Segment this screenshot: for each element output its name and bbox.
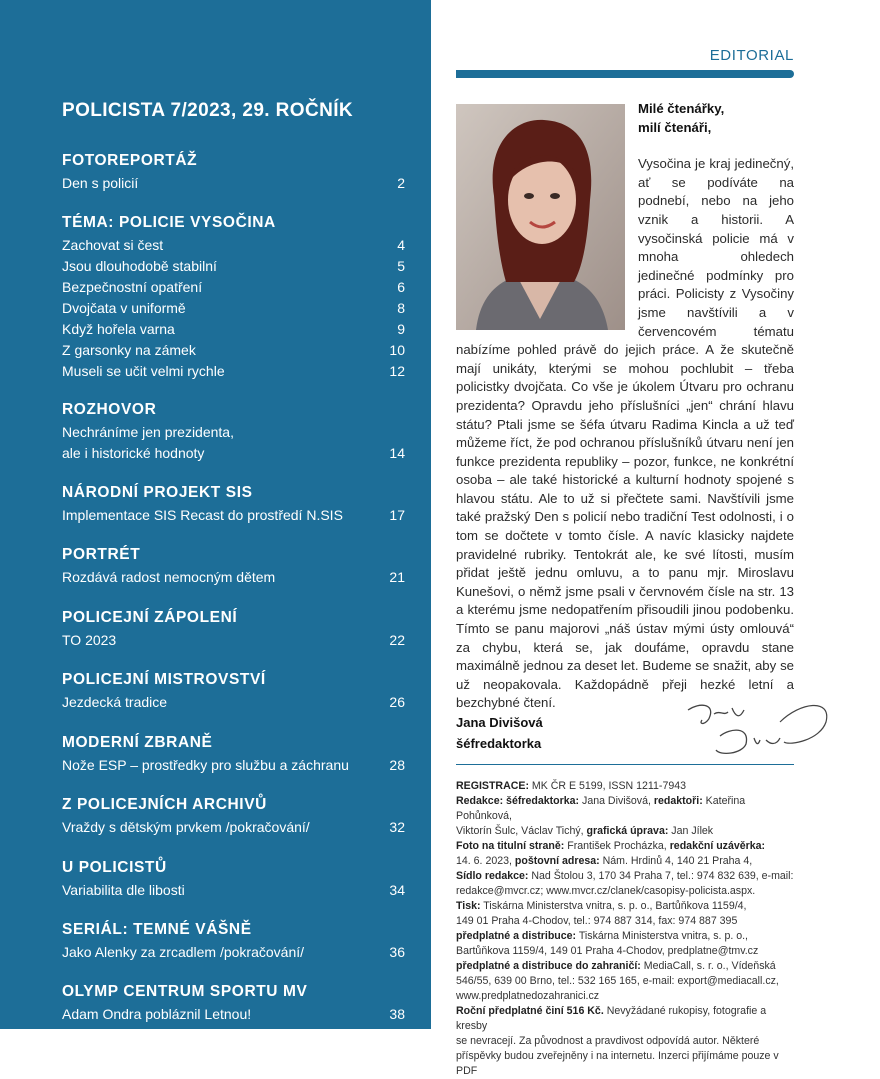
toc-entry[interactable] <box>62 256 405 277</box>
editorial-label: EDITORIAL <box>709 47 794 64</box>
toc-entry[interactable] <box>62 1004 405 1025</box>
toc-section-tema <box>62 213 405 382</box>
entry-title: TO 2023 <box>62 632 117 648</box>
entry-title: Nechráníme jen prezidenta, <box>62 424 234 440</box>
section-heading: U POLICISTŮ <box>62 859 167 876</box>
entry-title: Bezpečnostní opatření <box>62 279 203 295</box>
toc-entry[interactable] <box>62 173 405 194</box>
toc-section-rozhovor <box>62 400 405 464</box>
toc-section-moderni-zbrane <box>62 733 405 776</box>
page-number: 38 <box>389 1006 405 1022</box>
toc-entry[interactable] <box>62 235 405 256</box>
page-number: 28 <box>389 757 405 773</box>
page-number: 8 <box>397 300 405 316</box>
toc-entry[interactable] <box>62 319 405 340</box>
toc-entry[interactable] <box>62 361 405 382</box>
section-heading: FOTOREPORTÁŽ <box>62 152 198 169</box>
section-heading: PORTRÉT <box>62 546 141 563</box>
entry-title: Jako Alenky za zrcadlem /pokračování/ <box>62 944 305 960</box>
toc-section-portret <box>62 545 405 588</box>
entry-title: Vraždy s dětským prvkem /pokračování/ <box>62 819 310 835</box>
section-heading: OLYMP CENTRUM SPORTU MV <box>62 983 308 1000</box>
toc-section-olymp <box>62 982 405 1025</box>
page-number: 34 <box>389 882 405 898</box>
entry-title: Když hořela varna <box>62 321 175 337</box>
page-number: 12 <box>389 363 405 379</box>
toc-section-policejni-mistrovstvi <box>62 670 405 713</box>
section-heading: Z POLICEJNÍCH ARCHIVŮ <box>62 796 267 813</box>
signature-text: Jana Div <box>680 692 684 693</box>
page-number: 6 <box>397 279 405 295</box>
page-number: 36 <box>389 944 405 960</box>
entry-title: Den s policií <box>62 175 139 191</box>
editorial-article <box>456 100 794 713</box>
author-name: Jana Divišová <box>456 715 543 730</box>
issue-title: POLICISTA 7/2023, 29. ROČNÍK <box>62 100 354 121</box>
photo-float-spacer <box>456 100 625 332</box>
toc-entry[interactable] <box>62 340 405 361</box>
page-number: 9 <box>397 321 405 337</box>
toc-entry[interactable] <box>62 692 405 713</box>
section-heading: MODERNÍ ZBRANĚ <box>62 734 213 751</box>
page-number: 4 <box>397 237 405 253</box>
toc-entry[interactable] <box>62 755 405 776</box>
entry-title: Jsou dlouhodobě stabilní <box>62 258 217 274</box>
entry-title: Rozdává radost nemocným dětem <box>62 569 276 585</box>
imprint-divider <box>456 764 794 765</box>
toc-entry[interactable] <box>62 298 405 319</box>
editorial-header-bar <box>456 70 794 78</box>
greeting-line-1: Milé čtenářky, <box>638 101 725 116</box>
toc-section-fotoreportaz <box>62 151 405 194</box>
toc-entry[interactable] <box>62 942 405 963</box>
author-role: šéfredaktorka <box>456 736 542 751</box>
toc-entry[interactable] <box>62 422 405 464</box>
toc-entry[interactable] <box>62 505 405 526</box>
toc-entry[interactable] <box>62 817 405 838</box>
section-heading: TÉMA: POLICIE VYSOČINA <box>62 214 276 231</box>
page-number: 5 <box>397 258 405 274</box>
section-heading: ROZHOVOR <box>62 401 157 418</box>
toc-entry[interactable] <box>62 880 405 901</box>
page-number: 17 <box>389 507 405 523</box>
toc-section-narodni-projekt-sis <box>62 483 405 526</box>
page-number: 14 <box>389 445 405 461</box>
section-heading: POLICEJNÍ ZÁPOLENÍ <box>62 609 238 626</box>
page-number: 2 <box>397 175 405 191</box>
toc-entry[interactable] <box>62 567 405 588</box>
entry-title: Dvojčata v uniformě <box>62 300 186 316</box>
handwritten-signature <box>680 692 832 767</box>
section-heading: NÁRODNÍ PROJEKT SIS <box>62 484 253 501</box>
page-number: 26 <box>389 694 405 710</box>
toc-section-z-policejnich-archivu <box>62 795 405 838</box>
section-heading: POLICEJNÍ MISTROVSTVÍ <box>62 671 266 688</box>
toc-section-u-policistu <box>62 858 405 901</box>
greeting-line-2: milí čtenáři, <box>638 119 712 135</box>
page-number: 10 <box>389 342 405 358</box>
entry-title: Museli se učit velmi rychle <box>62 363 225 379</box>
imprint: REGISTRACE: MK ČR E 5199, ISSN 1211-7943 Redakce: šéfredaktorka: Jana Divišová, redaktoři: Kateřina Pohůnková, Viktorín Šulc, Václav Tichý, grafická úprava: Jan Jílek Foto na titulní straně: František Procházka, redakční uzávěrka: 14. 6. 2023, poštovní adresa: Nám. Hrdinů 4, 140 21 Praha 4, Sídlo redakce: Nad Štolou 3, 170 34 Praha 7, tel.: 974 832 639, e-mail: redakce@mvcr.cz; www.mvcr.cz/clanek/casopisy-policista.aspx. Tisk: Tiskárna Ministerstva vnitra, s. p. o., Bartůňkova 1159/4, 149 01 Praha 4-Chodov, tel.: 974 887 314, fax: 974 887 395 předplatné a distribuce: Tiskárna Ministerstva vnitra, s. p. o., Bartůňkova 1159/4, 149 01 Praha 4-Chodov, predplatne@tmv.cz předplatné a distribuce do zahraničí: MediaCall, s. r. o., Vídeňská 546/55, 639 00 Brno, tel.: 532 165 165, e-mail: export@mediacall.cz, www.predplatnedozahranici.cz Roční předplatné činí 516 Kč. Nevyžádané rukopisy, fotografie a kresby se nevracejí. Za původnost a pravdivost odpovídá autor. Některé příspěvky budou zveřejněny i na internetu. Inzerci přijímáme pouze v PDF <box>456 780 794 1077</box>
entry-title: Zachovat si čest <box>62 237 164 253</box>
entry-title-line2: ale i historické hodnoty <box>62 445 205 461</box>
entry-title: Jezdecká tradice <box>62 694 168 710</box>
entry-title: Variabilita dle libosti <box>62 882 185 898</box>
editorial-body: Vysočina je kraj jedinečný, ať se podíváte na podnebí, nebo na jeho vznik a historii. A vysočinská policie má v mnoha ohledech jedinečné podmínky pro práci. Policisty z Vysočiny jsme navštívili a v červencovém tématu nabízíme pohled právě do jejich práce. A že skutečně mají unikáty, kterými se mohou pochlubit – třeba policistky dvojčata. Co vše je úkolem Útvaru pro ochranu prezidenta? Opravdu jeho příslušníci „jen“ chrání hlavu státu? Ptali jsme se šéfa útvaru Radima Kincla a už teď můžeme říct, že pod ochranou příslušníků útvaru není jen funkce prezidenta republiky – pozor, funkce, ne konkrétní osoba – ale také historické a kulturní hodnoty spojené s hlavou státu. Ale to už si přečtete sami. Navštívili jsme také pražský Den s policií nebo tradiční Test odolnosti, i o tom se dočtete v tomto čísle. A navíc klasicky najdete pravidelné rubriky. Tentokrát ale, ke své lítosti, musím přidat ještě jednu omluvu, a to panu mjr. Miroslavu Kunešovi, o němž jsme psali v červnovém čísle na str. 13 a kterému jsme nedopatřením přisoudili jinou podobenku. Tímto se panu majorovi „náš ústav mými ústy omlouvá“ za chybu, která se, jak doufáme, opravdu stane maximálně jednou za deset let. Budeme se snažit, aby se už neopakovala. Každopádně přeji hezké letní a bezchybné čtení. <box>456 156 794 711</box>
entry-title: Z garsonky na zámek <box>62 342 196 358</box>
entry-title: Nože ESP – prostředky pro službu a záchranu <box>62 757 349 773</box>
toc-section-policejni-zapoleni <box>62 608 405 651</box>
entry-title: Adam Ondra pobláznil Letnou! <box>62 1006 252 1022</box>
toc-section-serial <box>62 920 405 963</box>
page-number: 21 <box>389 569 405 585</box>
toc-entry[interactable] <box>62 630 405 651</box>
entry-title: Implementace SIS Recast do prostředí N.SIS <box>62 507 343 523</box>
page-number: 22 <box>389 632 405 648</box>
toc-entry[interactable] <box>62 277 405 298</box>
section-heading: SERIÁL: TEMNÉ VÁŠNĚ <box>62 921 252 938</box>
author-signoff <box>456 712 543 754</box>
table-of-contents-panel <box>0 0 431 1029</box>
page-number: 32 <box>389 819 405 835</box>
